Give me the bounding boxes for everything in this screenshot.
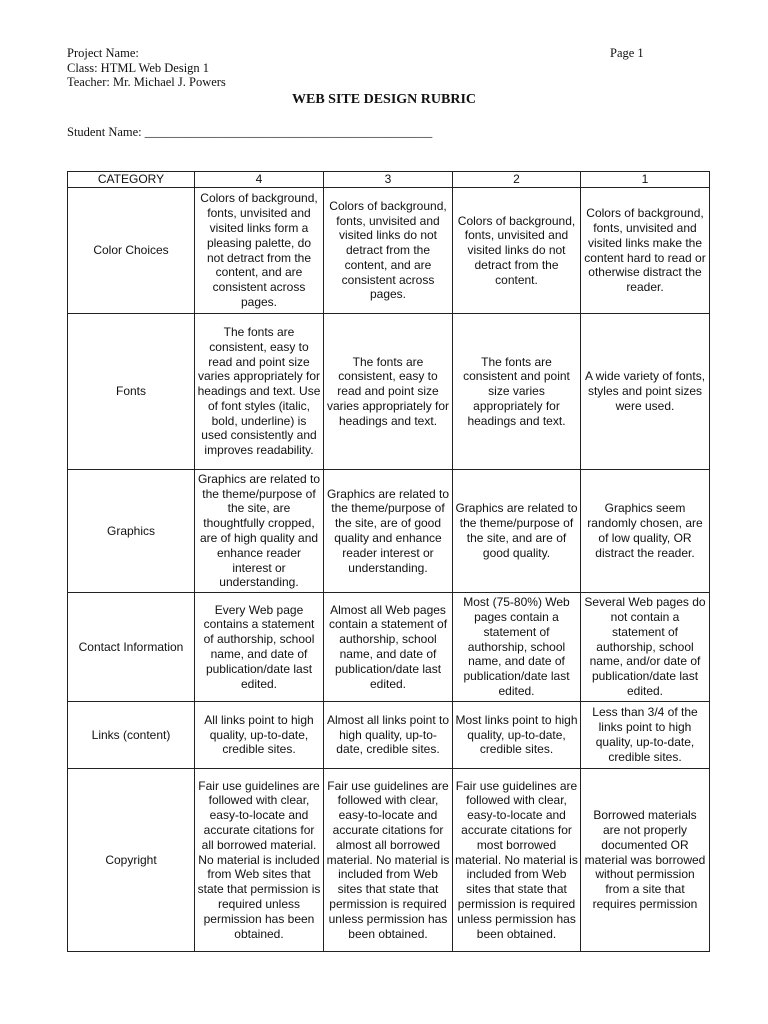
column-header-score-1: 1 bbox=[581, 172, 710, 188]
criteria-cell-2: Most links point to high quality, up-to-date, credible sites. bbox=[453, 702, 581, 769]
criteria-cell-1: Borrowed materials are not properly documented OR material was borrowed without permission from a site that requires permission bbox=[581, 769, 710, 952]
criteria-cell-3: Almost all links point to high quality, up-to-date, credible sites. bbox=[324, 702, 453, 769]
rubric-row-fonts bbox=[68, 314, 710, 470]
criteria-cell-1: Colors of background, fonts, unvisited and visited links make the content hard to read or otherwise distract the reader. bbox=[581, 188, 710, 314]
project-name-line: Project Name: bbox=[67, 46, 139, 60]
criteria-cell-1: Less than 3/4 of the links point to high quality, up-to-date, credible sites. bbox=[581, 702, 710, 769]
criteria-cell-3: Colors of background, fonts, unvisited and visited links do not detract from the content, and are consistent across pages. bbox=[324, 188, 453, 314]
rubric-row-copyright bbox=[68, 769, 710, 952]
category-cell: Fonts bbox=[68, 314, 195, 470]
category-cell: Links (content) bbox=[68, 702, 195, 769]
category-cell: Graphics bbox=[68, 470, 195, 593]
criteria-cell-3: Fair use guidelines are followed with clear, easy-to-locate and accurate citations for almost all borrowed material. No material is included from Web sites that state that permission is required unless permission has been obtained. bbox=[324, 769, 453, 952]
criteria-cell-2: Colors of background, fonts, unvisited and visited links do not detract from the content. bbox=[453, 188, 581, 314]
column-header-score-4: 4 bbox=[195, 172, 324, 188]
criteria-cell-4: Fair use guidelines are followed with clear, easy-to-locate and accurate citations for all borrowed material. No material is included from Web sites that state that permission is required unless permission has been obtained. bbox=[195, 769, 324, 952]
column-header-category: CATEGORY bbox=[68, 172, 195, 188]
column-header-score-3: 3 bbox=[324, 172, 453, 188]
category-cell: Copyright bbox=[68, 769, 195, 952]
criteria-cell-3: The fonts are consistent, easy to read and point size varies appropriately for headings and text. bbox=[324, 314, 453, 470]
criteria-cell-2: The fonts are consistent and point size varies appropriately for headings and text. bbox=[453, 314, 581, 470]
page-number: Page 1 bbox=[610, 46, 644, 60]
student-name-line: Student Name: ______________________________________________ bbox=[67, 125, 433, 139]
rubric-row-graphics bbox=[68, 470, 710, 593]
criteria-cell-2: Most (75-80%) Web pages contain a statement of authorship, school name, and date of publication/date last edited. bbox=[453, 593, 581, 702]
rubric-header-row bbox=[68, 172, 710, 188]
category-cell: Color Choices bbox=[68, 188, 195, 314]
criteria-cell-3: Almost all Web pages contain a statement of authorship, school name, and date of publication/date last edited. bbox=[324, 593, 453, 702]
criteria-cell-4: Every Web page contains a statement of authorship, school name, and date of publication/date last edited. bbox=[195, 593, 324, 702]
rubric-row-color-choices bbox=[68, 188, 710, 314]
teacher-line: Teacher: Mr. Michael J. Powers bbox=[67, 75, 226, 89]
criteria-cell-4: The fonts are consistent, easy to read and point size varies appropriately for headings and text. Use of font styles (italic, bold, underline) is used consistently and improves readability. bbox=[195, 314, 324, 470]
rubric-row-contact-information bbox=[68, 593, 710, 702]
column-header-score-2: 2 bbox=[453, 172, 581, 188]
criteria-cell-1: A wide variety of fonts, styles and point sizes were used. bbox=[581, 314, 710, 470]
category-cell: Contact Information bbox=[68, 593, 195, 702]
criteria-cell-2: Graphics are related to the theme/purpose of the site, and are of good quality. bbox=[453, 470, 581, 593]
criteria-cell-4: All links point to high quality, up-to-date, credible sites. bbox=[195, 702, 324, 769]
rubric-row-links-content bbox=[68, 702, 710, 769]
criteria-cell-3: Graphics are related to the theme/purpose of the site, are of good quality and enhance reader interest or understanding. bbox=[324, 470, 453, 593]
document-title: WEB SITE DESIGN RUBRIC bbox=[292, 92, 476, 107]
criteria-cell-4: Colors of background, fonts, unvisited and visited links form a pleasing palette, do not detract from the content, and are consistent across pages. bbox=[195, 188, 324, 314]
class-line: Class: HTML Web Design 1 bbox=[67, 60, 210, 75]
criteria-cell-1: Several Web pages do not contain a statement of authorship, school name, and/or date of publication/date last edited. bbox=[581, 593, 710, 702]
document-header bbox=[67, 46, 226, 90]
rubric-table bbox=[67, 171, 710, 952]
criteria-cell-1: Graphics seem randomly chosen, are of low quality, OR distract the reader. bbox=[581, 470, 710, 593]
criteria-cell-2: Fair use guidelines are followed with clear, easy-to-locate and accurate citations for most borrowed material. No material is included from Web sites that state that permission is required unless permission has been obtained. bbox=[453, 769, 581, 952]
criteria-cell-4: Graphics are related to the theme/purpose of the site, are thoughtfully cropped, are of high quality and enhance reader interest or understanding. bbox=[195, 470, 324, 593]
